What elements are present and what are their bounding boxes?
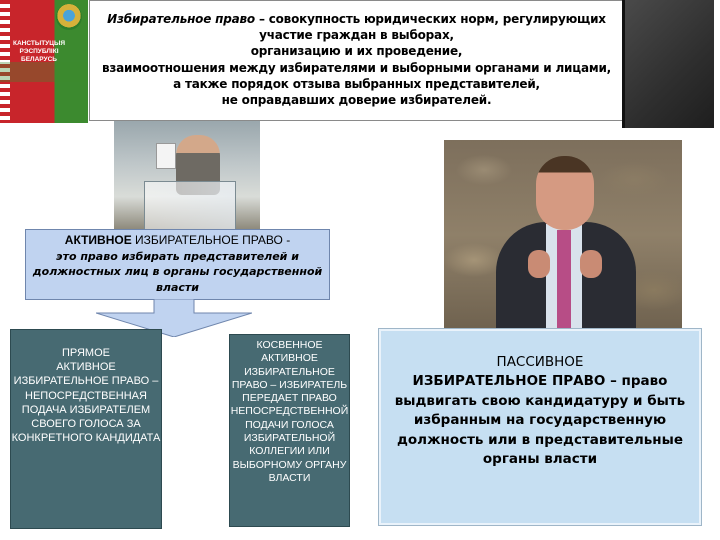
passive-suffrage-box	[379, 329, 701, 525]
active-suffrage-heading: АКТИВНОЕ ИЗБИРАТЕЛЬНОЕ ПРАВО -	[64, 233, 291, 247]
state-emblem-icon	[56, 4, 82, 30]
direct-suffrage-title: ПРЯМОЕ	[61, 347, 110, 359]
definition-line: взаимоотношения между избирателями и выборными органами и лицами,	[101, 60, 612, 75]
ballot-paper	[156, 143, 176, 169]
definition-line: участие граждан в выборах,	[259, 28, 454, 43]
definition-term: Избирательное право	[107, 12, 255, 26]
dark-book-image	[622, 0, 714, 128]
candidate-photo	[444, 140, 682, 330]
definition-line: – совокупность юридических норм, регулирующих	[254, 12, 606, 26]
indirect-suffrage-title: КОСВЕННОЕ	[256, 339, 323, 351]
passive-suffrage-title: ПАССИВНОЕ	[496, 354, 584, 370]
definition-box	[89, 0, 624, 121]
ballot-box	[144, 181, 236, 229]
active-suffrage-box	[25, 229, 330, 300]
constitution-book-image	[0, 0, 88, 123]
passive-suffrage-text: ИЗБИРАТЕЛЬНОЕ ПРАВО – право выдвигать свою кандидатуру и быть избранным на государственную должность или в представительные органы власти	[394, 373, 686, 468]
direct-suffrage-text: АКТИВНОЕ ИЗБИРАТЕЛЬНОЕ ПРАВО – НЕПОСРЕДСТВЕННАЯ ПОДАЧА ИЗБИРАТЕЛЕМ СВОЕГО ГОЛОСА ЗА КОНКРЕТНОГО КАНДИДАТА	[11, 361, 161, 445]
direct-suffrage-panel	[10, 329, 162, 529]
voting-photo	[114, 121, 260, 229]
definition-line: а также порядок отзыва выбранных представителей,	[173, 76, 540, 91]
book-cover-title: КАНСТЫТУЦЫЯ РЭСПУБЛІКІ БЕЛАРУСЬ	[12, 40, 66, 63]
active-suffrage-definition: это право избирать представителей и должностных лиц в органы государственной власти	[32, 249, 323, 294]
indirect-suffrage-panel	[229, 334, 350, 527]
definition-line: организацию и их проведение,	[250, 44, 463, 59]
definition-line: не оправдавших доверие избирателей.	[221, 93, 492, 108]
indirect-suffrage-text: АКТИВНОЕ ИЗБИРАТЕЛЬНОЕ ПРАВО – ИЗБИРАТЕЛЬ ПЕРЕДАЕТ ПРАВО НЕПОСРЕДСТВЕННОЙ ПОДАЧИ ГОЛОСА ИЗБИРАТЕЛЬНОЙ КОЛЛЕГИИ ИЛИ ВЫБОРНОМУ ОРГАНУ ВЛАСТИ	[230, 352, 349, 484]
